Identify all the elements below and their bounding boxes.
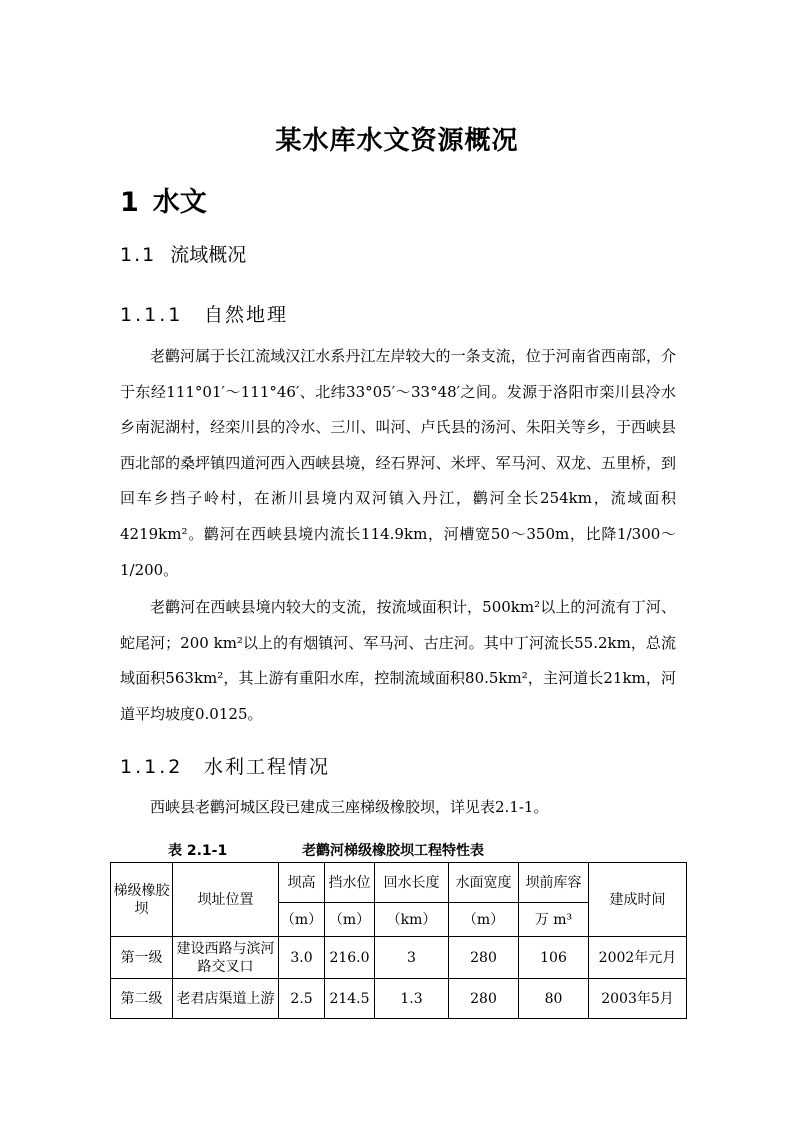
unit-water-level: （m） [325,903,375,937]
cell-surface-width: 280 [449,937,519,979]
table-header-row [111,863,687,903]
unit-storage: 万 m³ [519,903,589,937]
header-surface-width: 水面宽度 [449,863,519,903]
header-built: 建成时间 [589,863,687,937]
cell-level: 第二级 [111,979,173,1019]
cell-storage: 106 [519,937,589,979]
unit-backwater-length: （km） [375,903,449,937]
cell-location: 建设西路与滨河路交叉口 [173,937,279,979]
paragraph-natural-geography-1: 老鹳河属于长江流域汉江水系丹江左岸较大的一条支流，位于河南省西南部，介于东经111°01′～111°46′、北纬33°05′～33°48′之间。发源于洛阳市栾川县冷水乡南泥湖村，经栾川县的冷水、三川、叫河、卢氏县的汤河、朱阳关等乡，于西峡县西北部的桑坪镇四道河西入西峡县境，经石界河、米坪、军马河、双龙、五里桥，到回车乡挡子岭村，在淅川县境内双河镇入丹江，鹳河全长254km，流域面积4219km²。鹳河在西峡县境内流长114.9km，河槽宽50～350m，比降1/300～1/200。 [120,347,676,579]
cell-storage: 80 [519,979,589,1019]
cell-water-level: 216.0 [325,937,375,979]
table-caption-number: 表 2.1-1 [168,843,228,859]
heading-number: 1.1.2 [120,756,184,778]
heading-label: 流域概况 [170,244,247,266]
cell-built: 2003年5月 [589,979,687,1019]
header-water-level: 挡水位 [325,863,375,903]
document-title: 某水库水文资源概况 [275,126,519,156]
heading-section-1-1-1 [120,300,288,327]
cell-surface-width: 280 [449,979,519,1019]
heading-number: 1 [120,187,139,218]
cell-height: 3.0 [279,937,325,979]
heading-section-1 [120,180,207,219]
cell-water-level: 214.5 [325,979,375,1019]
cell-height: 2.5 [279,979,325,1019]
cell-location: 老君店渠道上游 [173,979,279,1019]
unit-height: （m） [279,903,325,937]
header-backwater-length: 回水长度 [375,863,449,903]
heading-number: 1.1.1 [120,304,184,326]
header-storage: 坝前库容 [519,863,589,903]
header-location: 坝址位置 [173,863,279,937]
heading-label: 水利工程情况 [204,756,331,778]
unit-surface-width: （m） [449,903,519,937]
rubber-dam-spec-table [110,862,687,1019]
header-level: 梯级橡胶坝 [111,863,173,937]
table-row [111,937,687,979]
cell-backwater-length: 1.3 [375,979,449,1019]
cell-built: 2002年元月 [589,937,687,979]
paragraph-water-projects: 西峡县老鹳河城区段已建成三座梯级橡胶坝，详见表2.1-1。 [150,798,549,816]
heading-section-1-1-2 [120,752,330,779]
cell-level: 第一级 [111,937,173,979]
table-caption-title: 老鹳河梯级橡胶坝工程特性表 [302,843,484,859]
heading-section-1-1 [120,240,246,267]
paragraph-natural-geography-2: 老鹳河在西峡县境内较大的支流，按流域面积计，500km²以上的河流有丁河、蛇尾河；200 km²以上的有烟镇河、军马河、古庄河。其中丁河流长55.2km，总流域面积563km²，其上游有重阳水库，控制流域面积80.5km²，主河道长21km，河道平均坡度0.0125。 [120,598,676,723]
heading-label: 水文 [152,187,207,218]
table-row [111,979,687,1019]
heading-label: 自然地理 [204,304,289,326]
cell-backwater-length: 3 [375,937,449,979]
header-height: 坝高 [279,863,325,903]
heading-number: 1.1 [120,244,157,266]
